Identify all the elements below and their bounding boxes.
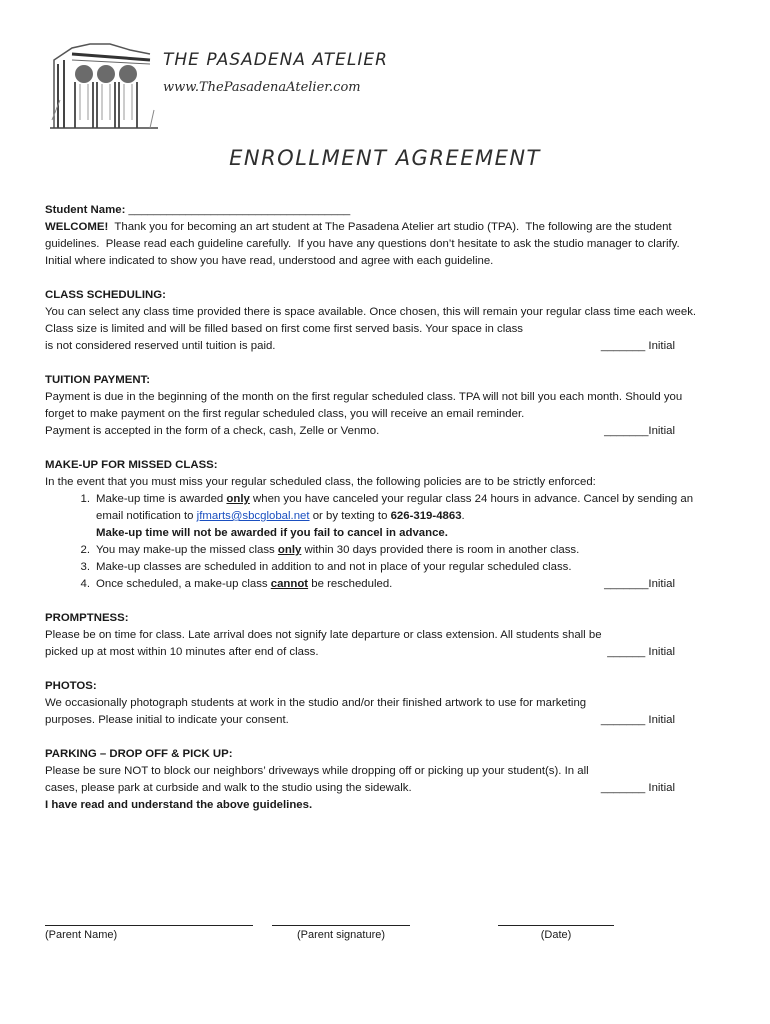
student-name-row	[45, 202, 705, 219]
section-heading: PHOTOS:	[45, 680, 97, 692]
acknowledgement: I have read and understand the above guidelines.	[45, 799, 313, 811]
parent-name-field[interactable]	[45, 915, 253, 941]
section-text: We occasionally photograph students at work in the studio and/or their finished artwork to use for marketing	[45, 697, 587, 709]
makeup-note: Make-up time will not be awarded if you fail to cancel in advance.	[96, 527, 448, 539]
email-link[interactable]: jfmarts@sbcglobal.net	[196, 510, 310, 522]
date-label: (Date)	[540, 929, 572, 941]
student-name-label: Student Name:	[45, 204, 126, 216]
welcome-lead: WELCOME!	[45, 221, 109, 233]
section-heading: PROMPTNESS:	[45, 612, 129, 624]
initial-field[interactable]: _______Initial	[604, 578, 675, 590]
brand-title: THE PASADENA ATELIER	[163, 50, 388, 70]
parent-name-label: (Parent Name)	[45, 929, 118, 941]
list-item: 3. Make-up classes are scheduled in addition to and not in place of your regular scheduled class.	[80, 561, 572, 573]
section-heading: PARKING – DROP OFF & PICK UP:	[45, 748, 233, 760]
section-text: Please be sure NOT to block our neighbors’ driveways while dropping off or picking up your student(s). In all	[45, 765, 589, 777]
section-text: picked up at most within 10 minutes after end of class.	[45, 646, 319, 658]
section-text: Please be on time for class. Late arrival does not signify late departure or class extension. All students shall be	[45, 629, 602, 641]
list-item: 1. Make-up time is awarded only when you have canceled your regular class 24 hours in advance. Cancel by sending an email notification to jfmarts@sbcglobal.net or by texting to 626-319-4863. Make-up time will not be awarded if you fail to cancel in advance.	[80, 493, 694, 539]
parent-signature-label: (Parent signature)	[296, 929, 386, 941]
section-scheduling	[45, 287, 705, 355]
section-text: You can select any class time provided there is space available. Once chosen, this will remain your regular class time each week. Class size is limited and will be filled based on first come first served basis. Your space in class	[45, 306, 697, 335]
initial-field[interactable]: ______ Initial	[607, 646, 675, 658]
initial-field[interactable]: _______ Initial	[600, 714, 675, 726]
welcome-text: Thank you for becoming an art student at The Pasadena Atelier art studio (TPA). The following are the student guidelines. Please read each guideline carefully. If you have any questions don’t hesitate to ask the studio manager to clarify. Initial where indicated to show you have read, understood and agree with each guideline.	[45, 221, 687, 267]
section-promptness	[45, 610, 705, 661]
atelier-logo	[50, 40, 158, 132]
page-title: ENROLLMENT AGREEMENT	[229, 146, 541, 170]
initial-field[interactable]: _______ Initial	[600, 782, 675, 794]
section-makeup	[45, 457, 705, 593]
brand-url: www.ThePasadenaAtelier.com	[163, 80, 361, 95]
section-text: Payment is due in the beginning of the month on the first regular scheduled class. TPA will not bill you each month. Should you forget to make payment on the first regular scheduled class, you will receive an email reminder.	[45, 391, 683, 420]
parent-signature-field[interactable]	[272, 915, 410, 941]
phone-number: 626-319-4863	[390, 510, 462, 522]
student-name-blank[interactable]: ___________________________________	[128, 204, 351, 216]
section-heading: MAKE-UP FOR MISSED CLASS:	[45, 459, 218, 471]
section-heading: CLASS SCHEDULING:	[45, 289, 166, 301]
section-text: cases, please park at curbside and walk to the studio using the sidewalk.	[45, 782, 412, 794]
agreement-body	[45, 202, 705, 814]
makeup-policy-list	[45, 491, 705, 593]
initial-field[interactable]: _______ Initial	[600, 340, 675, 352]
list-item: 4. Once scheduled, a make-up class cannot be rescheduled. _______Initial	[45, 576, 705, 593]
section-text: In the event that you must miss your regular scheduled class, the following policies are to be strictly enforced:	[45, 476, 596, 488]
welcome-paragraph	[45, 219, 705, 270]
section-parking	[45, 746, 705, 797]
section-text: is not considered reserved until tuition is paid.	[45, 340, 276, 352]
initial-field[interactable]: _______Initial	[604, 425, 675, 437]
section-tuition	[45, 372, 705, 440]
list-item: 2. You may make-up the missed class only within 30 days provided there is room in another class.	[80, 544, 580, 556]
section-heading: TUITION PAYMENT:	[45, 374, 151, 386]
date-field[interactable]	[498, 915, 614, 941]
section-text: purposes. Please initial to indicate your consent.	[45, 714, 289, 726]
section-text: Payment is accepted in the form of a check, cash, Zelle or Venmo.	[45, 425, 380, 437]
section-photos	[45, 678, 705, 729]
